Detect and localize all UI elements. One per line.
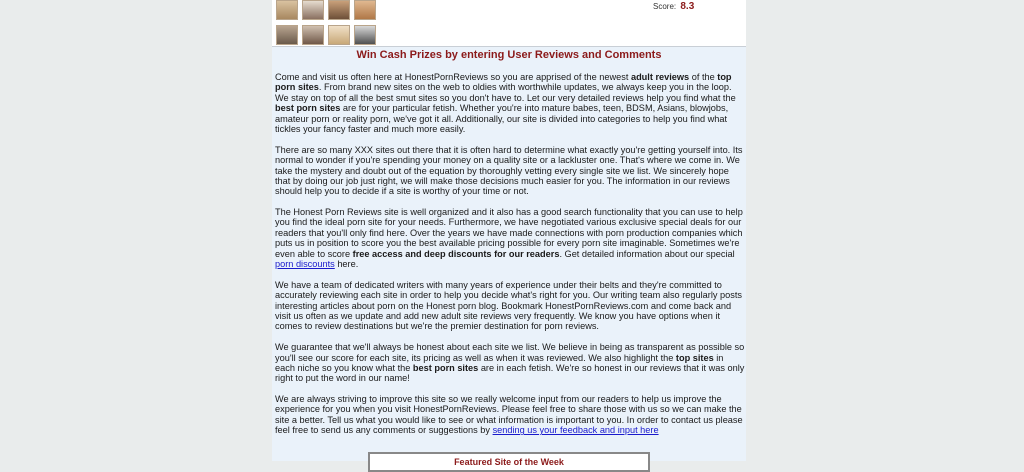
paragraph: We have a team of dedicated writers with many years of experience under their belts and they're committed to accurately reviewing each site in order to help you decide what's right for you. Our writing team also regularly posts interesting articles about porn on the Honest porn blog. Bookmark HonestPornReviews.com and come back and visit us often as we update and add new adult site reviews very frequently. We know you have options when it comes to review destinations but we're the premier destination for porn reviews. xyxy=(275,279,742,332)
text: of the xyxy=(689,72,718,82)
thumbnail[interactable] xyxy=(328,25,350,45)
text: . Get detailed information about our special xyxy=(559,248,735,259)
text: . From brand new sites on the web to oldies with worthwhile updates, we always keep you in the loop. We stay on top of all the best smut sites so you don't have to. Let our very detailed reviews help you find what the xyxy=(275,82,736,103)
featured-site-box: Featured Site of the Week xyxy=(368,452,650,472)
bold-text: adult reviews xyxy=(630,72,690,82)
bold-text: best porn sites xyxy=(412,362,479,373)
thumbnail-grid xyxy=(276,0,380,46)
text: We are always striving to improve this site so we really welcome input from our readers to help us improve the experience for you when you visit HonestPornReviews. Please feel free to share those with us so we can make the site a better. Tell us what you would like to see or what information is important to you. In order to contact us please feel free to send us any comments or suggestions by xyxy=(275,394,743,436)
thumbnail[interactable] xyxy=(276,25,298,45)
text: We guarantee that we'll always be honest about each site we list. We believe in being as transparent as possible so you'll see our score for each site, its pricing as well as when it was reviewed. We also highlight the xyxy=(275,342,745,363)
bold-text: top porn sites xyxy=(275,72,732,93)
thumbnail[interactable] xyxy=(354,25,376,45)
text: are for your particular fetish. Whether you're into mature babes, teen, BDSM, Asians, blowjobs, amateur porn or reality porn, we've got it all. Additionally, our site is divided into categories to help you find what tickles your fancy faster and much more easily. xyxy=(275,103,729,135)
prize-banner: Win Cash Prizes by entering User Reviews and Comments xyxy=(356,49,662,61)
thumbnail[interactable] xyxy=(328,0,350,20)
intro-text xyxy=(275,72,745,436)
bold-text: best porn sites xyxy=(275,103,341,114)
text: here. xyxy=(334,259,359,270)
main-column xyxy=(272,0,746,467)
score-label: Score: xyxy=(653,2,677,11)
paragraph xyxy=(275,342,745,384)
feedback-link[interactable]: sending us your feedback and input here xyxy=(492,425,659,436)
score-display xyxy=(653,1,694,12)
paragraph: There are so many XXX sites out there that it is often hard to determine what exactly you're getting yourself into. Its normal to wonder if you're spending your money on a quality site or a lackluster one. That's where we come in. We take the mystery and doubt out of the equation by thoroughly vetting every single site we list. We sincerely hope that by doing our job just right, we will make those decisions much easier for you. The information in our reviews should help you to decide if a site is worthy of your time or not. xyxy=(275,144,743,197)
bold-text: top sites xyxy=(675,352,714,363)
thumbnail[interactable] xyxy=(354,0,376,20)
text: in each niche so you know what the xyxy=(275,352,724,373)
text: are in each fetish. We're so honest in our reviews that it was only right to put the word in our name! xyxy=(275,362,745,384)
thumbnail-strip xyxy=(272,0,746,47)
bold-text: free access and deep discounts for our readers xyxy=(352,248,560,259)
paragraph xyxy=(275,72,745,134)
paragraph xyxy=(275,207,745,269)
thumbnail[interactable] xyxy=(302,25,324,45)
porn-discounts-link[interactable]: porn discounts xyxy=(275,259,335,270)
text: Come and visit us often here at HonestPornReviews so you are apprised of the newest xyxy=(275,72,631,82)
thumbnail[interactable] xyxy=(276,0,298,20)
score-value: 8.3 xyxy=(680,1,695,12)
paragraph xyxy=(275,394,745,436)
thumbnail[interactable] xyxy=(302,0,324,20)
text: The Honest Porn Reviews site is well organized and it also has a good search functionality that you can use to help you find the ideal porn site for your needs. Furthermore, we have negotiated various exclusive special deals for our readers that you'll only find here. Over the years we have made connections with porn production companies which puts us in position to score you the best available pricing possible for every porn site imaginable. Sometimes we're even able to score xyxy=(275,207,743,259)
